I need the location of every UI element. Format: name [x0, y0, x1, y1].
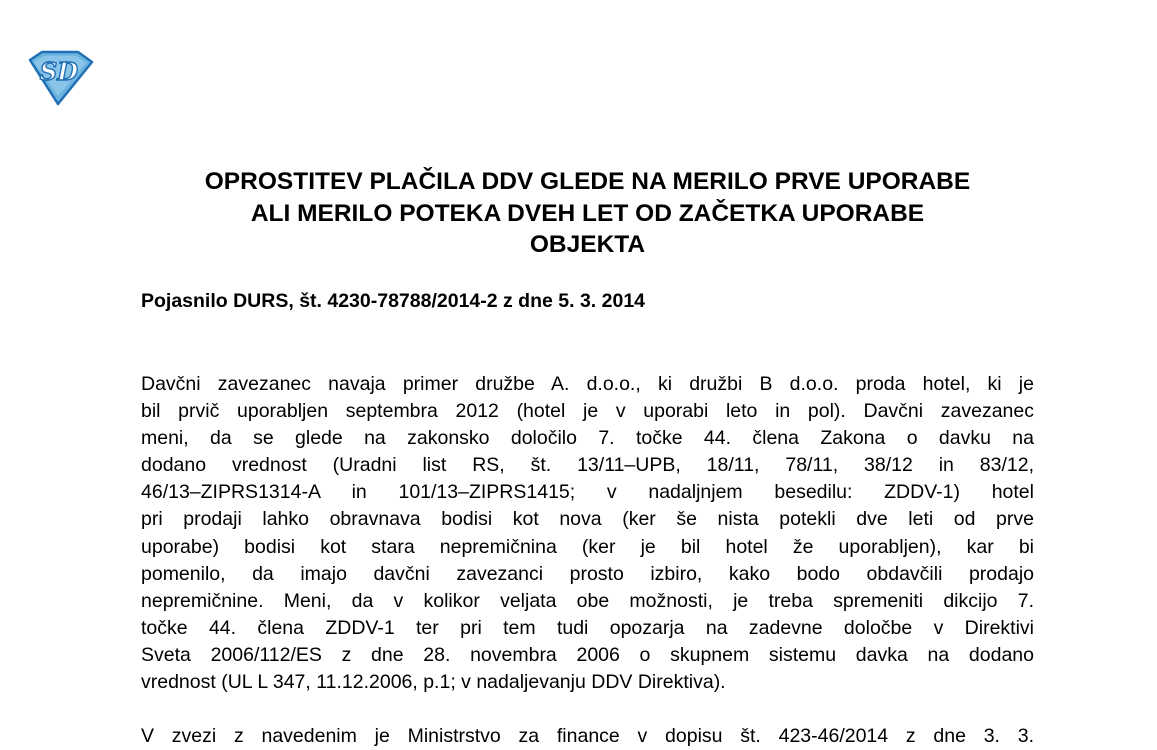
paragraph-line: dodano vrednost (Uradni list RS, št. 13/11–UPB, 18/11, 78/11, 38/12 in 83/12, — [141, 454, 1034, 477]
title-line: OPROSTITEV PLAČILA DDV GLEDE NA MERILO PRVE UPORABE — [204, 168, 971, 195]
paragraph-line: točke 44. člena ZDDV-1 ter pri tem tudi opozarja na zadevne določbe v Direktivi — [141, 616, 1034, 639]
document-title — [140, 166, 1035, 261]
paragraph-line: pomenilo, da imajo davčni zavezanci prosto izbiro, kako bodo obdavčili prodajo — [141, 562, 1034, 585]
paragraph-line: 46/13–ZIPRS1314-A in 101/13–ZIPRS1415; v nadaljnjem besedilu: ZDDV-1) hotel — [141, 481, 1034, 504]
paragraph-line: Sveta 2006/112/ES z dne 28. novembra 2006 o skupnem sistemu davka na dodano — [141, 643, 1034, 666]
paragraph-line: bil prvič uporabljen septembra 2012 (hotel je v uporabi leto in pol). Davčni zavezanec — [141, 400, 1034, 423]
paragraph-line: V zvezi z navedenim je Ministrstvo za finance v dopisu št. 423-46/2014 z dne 3. 3. — [141, 725, 1034, 747]
paragraph-1 — [141, 371, 1034, 696]
paragraph-line: pri prodaji lahko obravnava bodisi kot nova (ker še nista potekli dve leti od prve — [141, 508, 1034, 531]
paragraph-2 — [141, 723, 1034, 750]
logo-initials: SD — [39, 57, 79, 86]
title-line: OBJEKTA — [529, 231, 646, 258]
paragraph-line: vrednost (UL L 347, 11.12.2006, p.1; v nadaljevanju DDV Direktiva). — [141, 671, 726, 694]
sd-logo — [22, 50, 96, 106]
paragraph-line: meni, da se glede na zakonsko določilo 7. točke 44. člena Zakona o davku na — [141, 427, 1034, 450]
document-subtitle: Pojasnilo DURS, št. 4230-78788/2014-2 z dne 5. 3. 2014 — [141, 290, 646, 312]
paragraph-line: Davčni zavezanec navaja primer družbe A. d.o.o., ki družbi B d.o.o. proda hotel, ki je — [141, 373, 1034, 395]
paragraph-line: nepremičnine. Meni, da v kolikor veljata obe možnosti, je treba spremeniti dikcijo 7. — [141, 589, 1034, 612]
title-line: ALI MERILO POTEKA DVEH LET OD ZAČETKA UPORABE — [250, 199, 925, 227]
paragraph-line: uporabe) bodisi kot stara nepremičnina (ker je bil hotel že uporabljen), kar bi — [141, 535, 1034, 558]
